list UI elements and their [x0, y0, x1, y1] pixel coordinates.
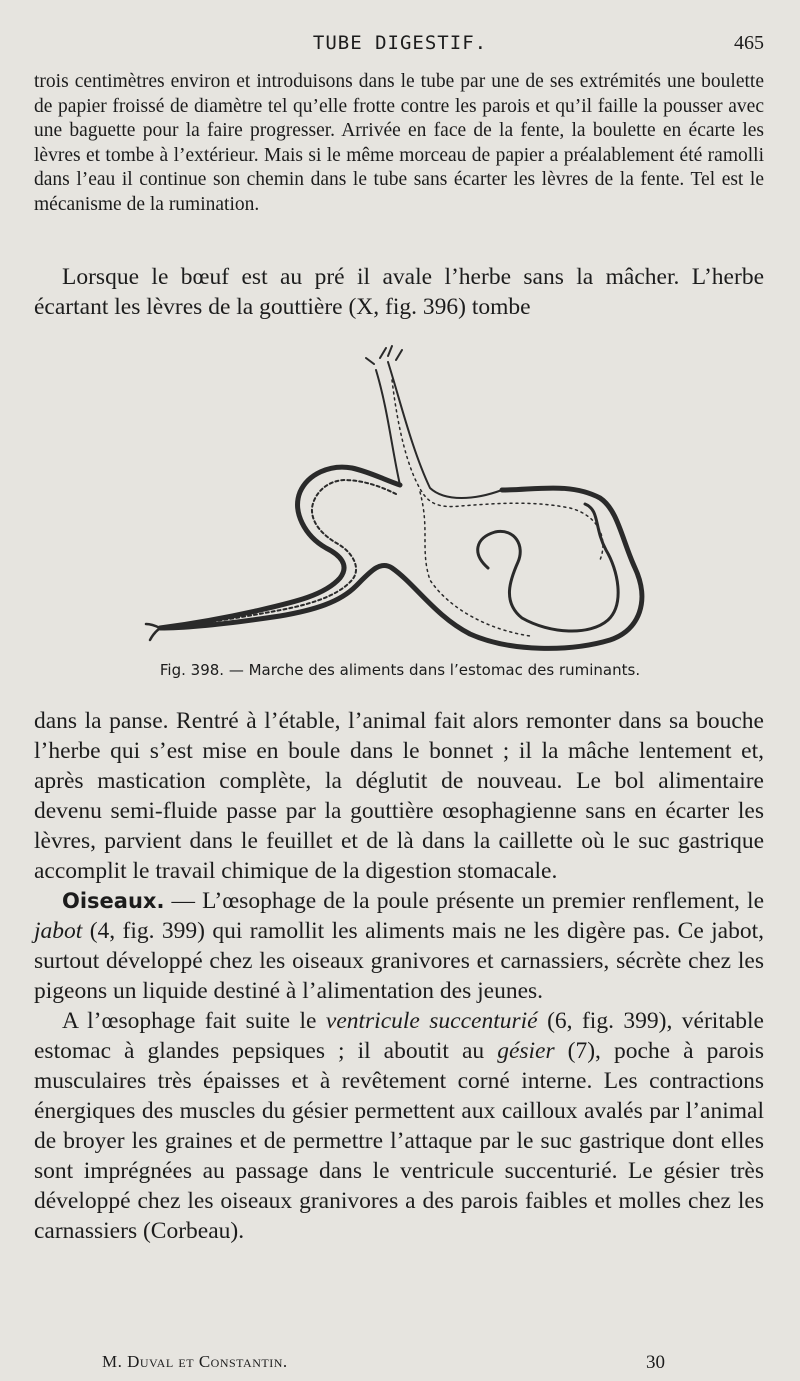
running-title: TUBE DIGESTIF.	[312, 32, 488, 54]
signature-mark: 30	[646, 1352, 665, 1373]
page-number: 465	[734, 32, 764, 54]
rumination-paragraph-start-block	[34, 262, 764, 322]
reticulum-loop	[478, 504, 618, 631]
term-gesier: gésier	[497, 1038, 555, 1064]
birds-p2-b: (6, fig. 399), véritable estomac à glandes pepsiques ; il aboutit au	[34, 1008, 764, 1064]
stomach-figure	[130, 340, 670, 660]
running-header	[0, 30, 800, 58]
ruminant-stomach-illustration	[130, 340, 670, 660]
abomasum-tail	[146, 624, 160, 640]
mouth-tufts	[366, 346, 402, 364]
rumen-outer-wall	[160, 467, 642, 648]
intro-paragraph-block	[34, 70, 764, 217]
birds-text-b: (4, fig. 399) qui ramollit les aliments mais ne les digère pas. Ce jabot, surtout développé chez les oiseaux granivores et carnassiers, sécrète chez les pigeons un liquide destiné à l’alimentation des jeunes.	[34, 918, 764, 1004]
rumination-paragraph-end: dans la panse. Rentré à l’étable, l’animal fait alors remonter dans sa bouche l’herbe qui s’est mise en boule dans le bonnet ; il la mâche lentement et, après mastication complète, la déglutit de nouveau. Le bol alimentaire devenu semi-fluide passe par la gouttière œsophagienne sans en écarter les lèvres, parvient dans le feuillet et de là dans la caillette où le suc gastrique accomplit le travail chimique de la digestion stomacale.	[34, 708, 764, 884]
main-body-text	[34, 706, 764, 1246]
esophagus-outline	[388, 362, 502, 498]
page-footer	[0, 1352, 800, 1376]
birds-paragraph-1	[34, 886, 764, 1006]
term-ventricule: ventricule succenturié	[325, 1008, 538, 1034]
section-heading-birds: Oiseaux.	[62, 889, 165, 913]
footer-authors: M. Duval et Constantin.	[102, 1352, 288, 1371]
intro-paragraph: trois centimètres environ et introduisons dans le tube par une de ses extrémités une boulette de papier froissé de diamètre tel qu’elle frotte contre les parois et qu’il faille la pousser avec une baguette pour la faire progresser. Arrivée en face de la fente, la boulette en écarte les lèvres et tombe à l’extérieur. Mais si le même morceau de papier a préalablement été ramolli dans l’eau il continue son chemin dans le tube sans écarter les lèvres de la fente. Tel est le mécanisme de la rumination.	[34, 71, 764, 215]
term-jabot: jabot	[34, 918, 83, 944]
figure-caption: Fig. 398. — Marche des aliments dans l’estomac des ruminants.	[159, 661, 641, 679]
food-path-dotted-2	[420, 492, 530, 636]
rumination-paragraph-start: Lorsque le bœuf est au pré il avale l’herbe sans la mâcher. L’herbe écartant les lèvres de la gouttière (X, fig. 396) tombe	[34, 264, 764, 320]
birds-paragraph-2	[34, 1006, 764, 1246]
birds-text-a: — L’œsophage de la poule présente un premier renflement, le	[164, 888, 764, 914]
birds-p2-c: (7), poche à parois musculaires très épaisses et à revêtement corné interne. Les contractions énergiques des muscles du gésier permettent aux cailloux avalés par l’animal de broyer les graines et de permettre l’attaque par le suc gastrique dont elles sont imprégnées au passage dans le ventricule succenturié. Le gésier très développé chez les oiseaux granivores a des parois faibles et molles chez les carnassiers (Corbeau).	[34, 1038, 764, 1244]
birds-p2-a: A l’œsophage fait suite le	[62, 1008, 326, 1034]
